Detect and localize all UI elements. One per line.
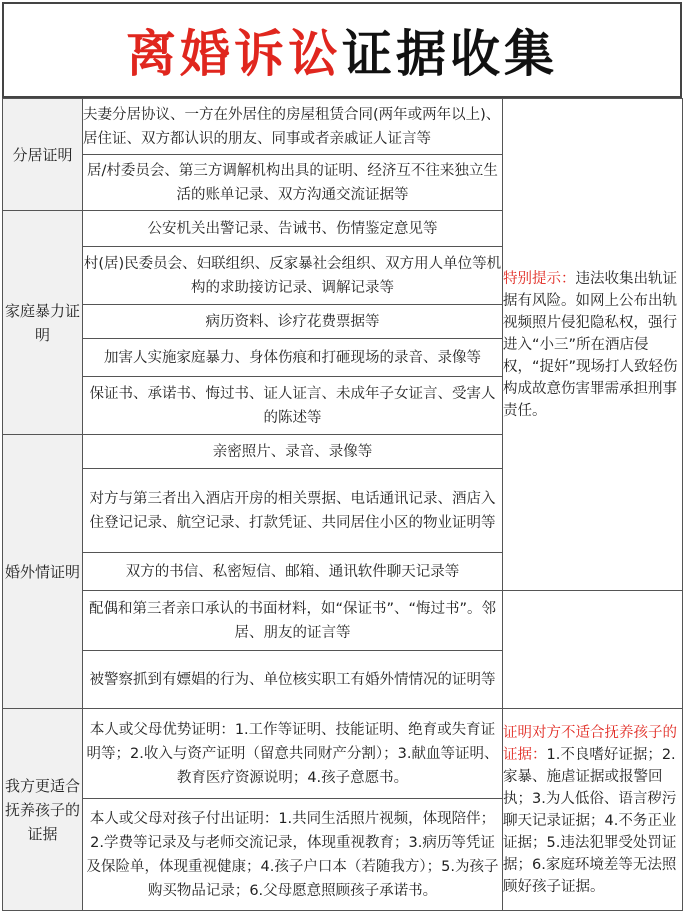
evidence-item: 本人或父母对孩子付出证明：1.共同生活照片视频，体现陪伴；2.学费等记录及与老师交流记录，体现重视教育；3.病历等凭证及保险单，体现重视健康；4.孩子户口本（若随我方）；5.为孩子购买物品记录；6.父母愿意照顾孩子承诺书。: [83, 799, 503, 911]
evidence-item: 公安机关出警记录、告诫书、伤情鉴定意见等: [83, 211, 503, 247]
unfit-note-label: 证明对方不适合抚养孩子的证据：: [503, 724, 677, 763]
unfit-note-text: 1.不良嗜好证据；2.家暴、施虐证据或报警回执；3.为人低俗、语言秽污聊天记录证据；4.不务正业证据；5.违法犯罪受处罚证据；6.家庭环境差等无法照顾好孩子证据。: [503, 746, 677, 895]
evidence-item: 配偶和第三者亲口承认的书面材料，如“保证书”、“悔过书”。邻居、朋友的证言等: [83, 591, 503, 651]
evidence-item: 村(居)民委员会、妇联组织、反家暴社会组织、双方用人单位等机构的求助接访记录、调解记录等: [83, 247, 503, 305]
evidence-item: 本人或父母优势证明：1.工作等证明、技能证明、绝育或失育证明等；2.收入与资产证明（留意共同财产分割）；3.献血等证明、教育医疗资源说明；4.孩子意愿书。: [83, 709, 503, 799]
evidence-item: 双方的书信、私密短信、邮箱、通讯软件聊天记录等: [83, 553, 503, 591]
table-row: [3, 709, 683, 799]
title-highlight: 离婚诉讼: [126, 24, 342, 83]
evidence-item: 亲密照片、录音、录像等: [83, 435, 503, 469]
risk-note-text: 违法收集出轨证据有风险。如网上公布出轨视频照片侵犯隐私权，强行进入“小三”所在酒店侵权，“捉奸”现场打人致轻伤构成故意伤害罪需承担刑事责任。: [503, 270, 678, 419]
blank-note-cell: [503, 591, 683, 709]
table-row: [3, 99, 683, 155]
evidence-item: 被警察抓到有嫖娼的行为、单位核实职工有婚外情情况的证明等: [83, 651, 503, 709]
evidence-item: 保证书、承诺书、悔过书、证人证言、未成年子女证言、受害人的陈述等: [83, 377, 503, 435]
evidence-item: 对方与第三者出入酒店开房的相关票据、电话通讯记录、酒店入住登记记录、航空记录、打款凭证、共同居住小区的物业证明等: [83, 469, 503, 553]
table-row: [3, 591, 683, 651]
category-separation: 分居证明: [3, 99, 83, 211]
risk-note-label: 特别提示：: [503, 270, 576, 287]
evidence-item: 夫妻分居协议、一方在外居住的房屋租赁合同(两年或两年以上)、居住证、双方都认识的朋友、同事或者亲戚证人证言等: [83, 99, 503, 155]
unfit-note: [503, 709, 683, 911]
category-custody: 我方更适合抚养孩子的证据: [3, 709, 83, 911]
evidence-item: 加害人实施家庭暴力、身体伤痕和打砸现场的录音、录像等: [83, 339, 503, 377]
evidence-item: 居/村委员会、第三方调解机构出具的证明、经济互不往来独立生活的账单记录、双方沟通交流证据等: [83, 155, 503, 211]
category-domestic-violence: 家庭暴力证明: [3, 211, 83, 435]
evidence-item: 病历资料、诊疗花费票据等: [83, 305, 503, 339]
page-title: [2, 2, 682, 98]
category-affair: 婚外情证明: [3, 435, 83, 709]
evidence-table: [2, 98, 683, 911]
risk-note: [503, 99, 683, 591]
title-rest: 证据收集: [342, 24, 558, 83]
